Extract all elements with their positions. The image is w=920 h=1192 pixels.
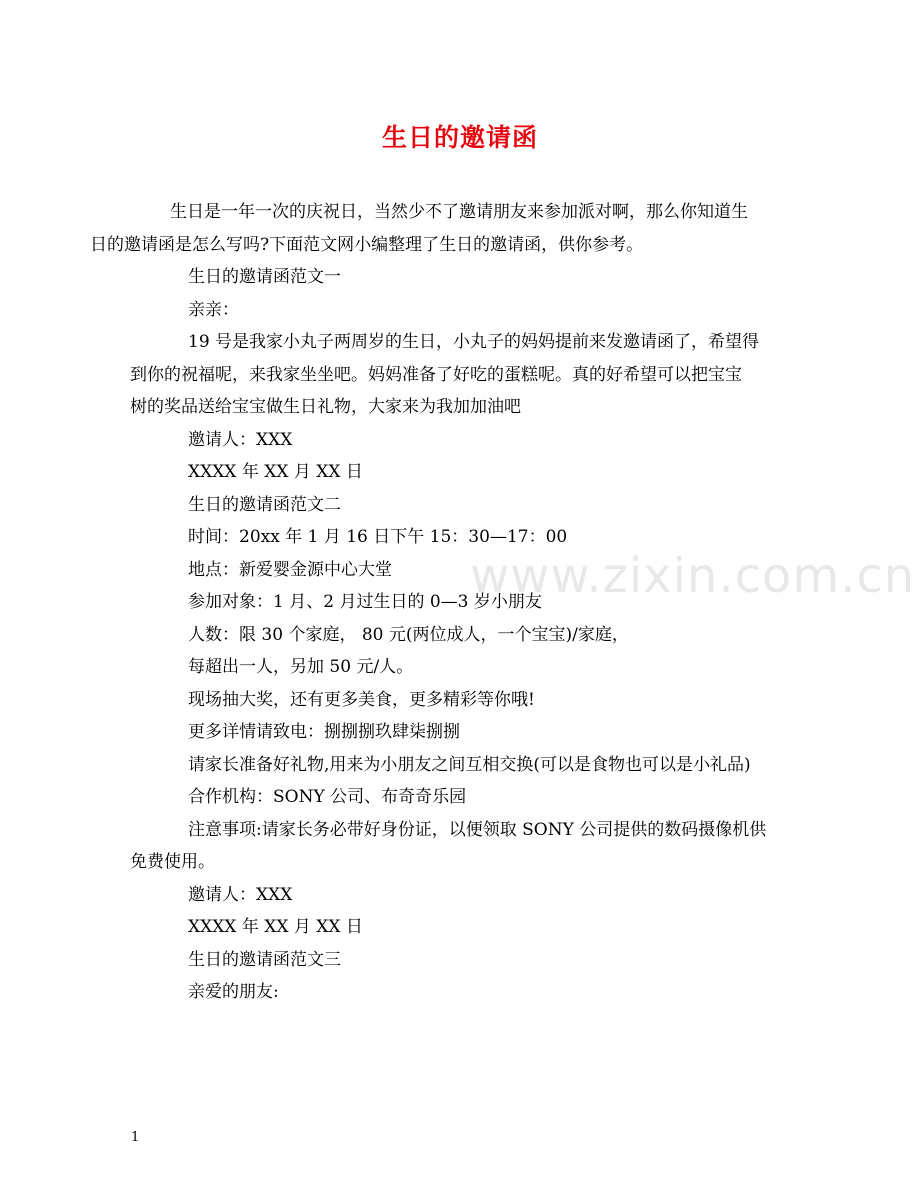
notice-paragraph: [130, 814, 795, 879]
location-line: [130, 554, 795, 587]
section-heading-1: [130, 261, 795, 294]
date-line: [130, 456, 795, 489]
partners-line: [130, 781, 795, 814]
greeting-3: [130, 976, 795, 1009]
text-line: XXXX 年 XX 月 XX 日: [188, 917, 363, 937]
text-line: 地点：新爱婴金源中心大堂: [188, 559, 392, 580]
paragraph-invitation-1: [130, 326, 795, 424]
text-line: 生日是一年一次的庆祝日，当然少不了邀请朋友来参加派对啊，那么你知道生: [170, 202, 748, 222]
inviter-line-2: [130, 879, 795, 912]
contact-line: [130, 716, 795, 749]
text-line: 更多详情请致电：捌捌捌玖肆柒捌捌: [188, 722, 460, 742]
text-line: 19 号是我家小丸子两周岁的生日，小丸子的妈妈提前来发邀请函了，希望得: [188, 332, 760, 352]
text-line: 树的奖品送给宝宝做生日礼物，大家来为我加加油吧: [130, 397, 521, 417]
section-heading-3: [130, 944, 795, 977]
text-line: 现场抽大奖，还有更多美食，更多精彩等你哦!: [188, 689, 535, 710]
text-line: 免费使用。: [130, 852, 215, 872]
page-number: 1: [131, 1130, 140, 1145]
text-line: 人数：限 30 个家庭， 80 元(两位成人，一个宝宝)/家庭，: [188, 624, 629, 645]
document-title: 生日的邀请函: [381, 123, 538, 152]
text-line: 请家长准备好礼物,用来为小朋友之间互相交换(可以是食物也可以是小礼品): [188, 754, 751, 775]
watermark: www.zixin.com.cn: [470, 548, 916, 604]
extra-fee-line: [130, 651, 795, 684]
text-line: XXXX 年 XX 月 XX 日: [188, 462, 363, 482]
text-line: 到你的祝福呢，来我家坐坐吧。妈妈准备了好吃的蛋糕呢。真的好希望可以把宝宝: [130, 364, 742, 385]
text-line: 生日的邀请函范文二: [188, 494, 341, 515]
text-line: 合作机构：SONY 公司、布奇奇乐园: [188, 787, 467, 807]
text-line: 参加对象：1 月、2 月过生日的 0—3 岁小朋友: [188, 592, 542, 612]
text-line: 注意事项:请家长务必带好身份证，以便领取 SONY 公司提供的数码摄像机供: [188, 819, 767, 840]
text-line: 生日的邀请函范文一: [188, 267, 341, 287]
date-line-2: [130, 911, 795, 944]
gift-line: [130, 749, 795, 782]
text-line: 日的邀请函是怎么写吗?下面范文网小编整理了生日的邀请函，供你参考。: [90, 234, 644, 255]
inviter-line: [130, 424, 795, 457]
text-line: 时间：20xx 年 1 月 16 日下午 15：30—17：00: [188, 527, 568, 547]
paragraph-intro: [90, 196, 795, 261]
text-line: 每超出一人，另加 50 元/人。: [188, 657, 414, 677]
text-line: 邀请人：XXX: [188, 884, 293, 905]
headcount-line: [130, 619, 795, 652]
prize-line: [130, 684, 795, 717]
greeting: [130, 294, 795, 327]
text-line: 生日的邀请函范文三: [188, 949, 341, 970]
participants-line: [130, 586, 795, 619]
text-line: 邀请人：XXX: [188, 429, 293, 450]
text-line: 亲亲：: [188, 299, 239, 320]
section-heading-2: [130, 489, 795, 522]
document-body: [90, 196, 795, 1009]
text-line: 亲爱的朋友:: [188, 982, 279, 1002]
time-line: [130, 521, 795, 554]
